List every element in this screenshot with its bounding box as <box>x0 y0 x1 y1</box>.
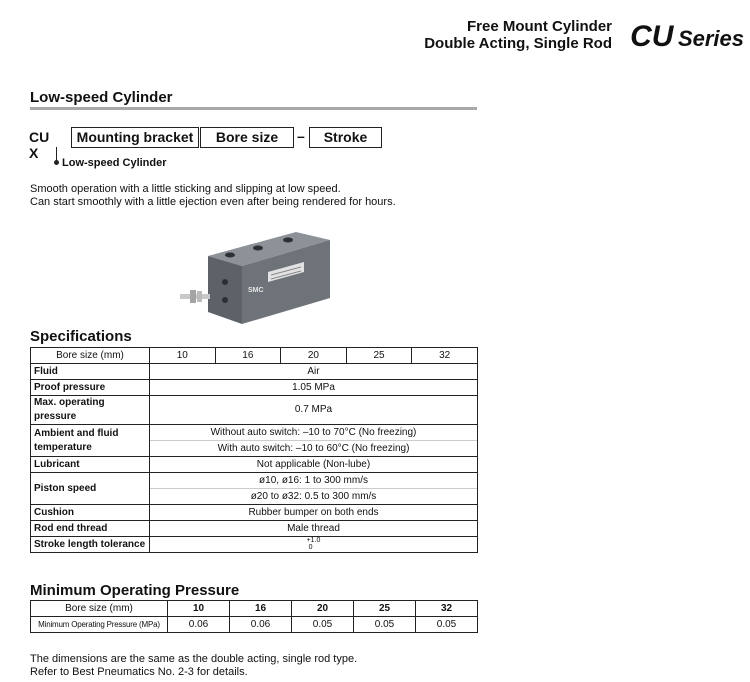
piston-speed-label: Piston speed <box>31 473 150 505</box>
footer-line1: The dimensions are the same as the double acting, single rod type. <box>30 653 358 665</box>
max-pressure-value: 0.7 MPa <box>150 396 478 425</box>
proof-pressure-label: Proof pressure <box>31 380 150 396</box>
bore-10: 10 <box>150 348 216 364</box>
proof-pressure-value: 1.05 MPa <box>150 380 478 396</box>
cylinder-photo <box>178 222 338 334</box>
series-code: CU <box>630 20 674 53</box>
ambient-temp-value1: Without auto switch: –10 to 70°C (No freezing) <box>150 425 477 441</box>
photo-brand-label: SMC <box>248 287 264 294</box>
mop-value-10: 0.06 <box>168 617 230 633</box>
rod-end-thread-value: Male thread <box>150 521 478 537</box>
table-header-row <box>31 348 478 364</box>
lubricant-label: Lubricant <box>31 457 150 473</box>
specifications-table <box>30 347 478 553</box>
table-row <box>31 457 478 473</box>
section-title: Low-speed Cylinder <box>30 89 173 106</box>
mop-bore-10: 10 <box>168 601 230 617</box>
ambient-temp-value2: With auto switch: –10 to 60°C (No freezing) <box>217 443 410 454</box>
mounting-bracket-box: Mounting bracket <box>71 127 199 148</box>
fluid-value: Air <box>150 364 478 380</box>
section-rule <box>30 107 477 110</box>
table-row <box>31 617 478 633</box>
mop-bore-header: Bore size (mm) <box>31 601 168 617</box>
model-prefix: CU X <box>29 129 50 161</box>
series-title <box>630 20 744 54</box>
piston-speed-value2: ø20 to ø32: 0.5 to 300 mm/s <box>250 491 377 502</box>
piston-speed-value <box>150 473 478 505</box>
stroke-tolerance-value <box>150 537 478 553</box>
mop-value-25: 0.05 <box>354 617 416 633</box>
cushion-value: Rubber bumper on both ends <box>150 505 478 521</box>
bore-16: 16 <box>215 348 281 364</box>
mop-bore-32: 32 <box>416 601 478 617</box>
description <box>30 183 396 209</box>
cushion-label: Cushion <box>31 505 150 521</box>
series-word: Series <box>677 26 744 51</box>
table-row <box>31 396 478 425</box>
tolerance-lower: 0 <box>308 544 313 552</box>
mop-row-label: Minimum Operating Pressure (MPa) <box>31 617 168 633</box>
fluid-label: Fluid <box>31 364 150 380</box>
ambient-temp-label <box>31 425 150 457</box>
piston-speed-value1: ø10, ø16: 1 to 300 mm/s <box>150 473 477 489</box>
min-pressure-title: Minimum Operating Pressure <box>30 582 240 599</box>
model-dash: – <box>297 128 305 144</box>
table-header-row <box>31 601 478 617</box>
footer-note <box>30 653 357 679</box>
callout-line <box>56 147 57 161</box>
ambient-temp-label-line1: Ambient and fluid <box>34 427 119 439</box>
rod-end-thread-label: Rod end thread <box>31 521 150 537</box>
low-speed-tag: Low-speed Cylinder <box>62 157 167 169</box>
bore-size-header: Bore size (mm) <box>31 348 150 364</box>
stroke-box: Stroke <box>309 127 382 148</box>
bore-32: 32 <box>412 348 478 364</box>
ambient-temp-value <box>150 425 478 457</box>
callout-dot <box>54 160 59 165</box>
tolerance-upper: +1.0 <box>306 537 321 545</box>
lubricant-value: Not applicable (Non-lube) <box>150 457 478 473</box>
mop-bore-20: 20 <box>292 601 354 617</box>
table-row <box>31 521 478 537</box>
bore-size-box: Bore size <box>200 127 294 148</box>
table-row <box>31 425 478 457</box>
description-line1: Smooth operation with a little sticking and slipping at low speed. <box>30 183 341 195</box>
table-row <box>31 537 478 553</box>
min-pressure-table <box>30 600 478 633</box>
mop-value-16: 0.06 <box>230 617 292 633</box>
header-line1: Free Mount Cylinder <box>466 18 612 35</box>
header-line2: Double Acting, Single Rod <box>424 35 612 52</box>
mop-bore-16: 16 <box>230 601 292 617</box>
table-row <box>31 505 478 521</box>
description-line2: Can start smoothly with a little ejection even after being rendered for hours. <box>30 196 396 208</box>
footer-line2: Refer to Best Pneumatics No. 2-3 for details. <box>30 666 248 678</box>
table-row <box>31 380 478 396</box>
table-row <box>31 364 478 380</box>
ambient-temp-label-line2: temperature <box>34 441 92 453</box>
mop-value-32: 0.05 <box>416 617 478 633</box>
mop-bore-25: 25 <box>354 601 416 617</box>
stroke-tolerance-label: Stroke length tolerance <box>31 537 150 553</box>
bore-20: 20 <box>281 348 347 364</box>
table-row <box>31 473 478 505</box>
max-pressure-label: Max. operating pressure <box>31 396 150 425</box>
mop-value-20: 0.05 <box>292 617 354 633</box>
bore-25: 25 <box>346 348 412 364</box>
specifications-title: Specifications <box>30 328 132 345</box>
header-text <box>424 18 612 52</box>
